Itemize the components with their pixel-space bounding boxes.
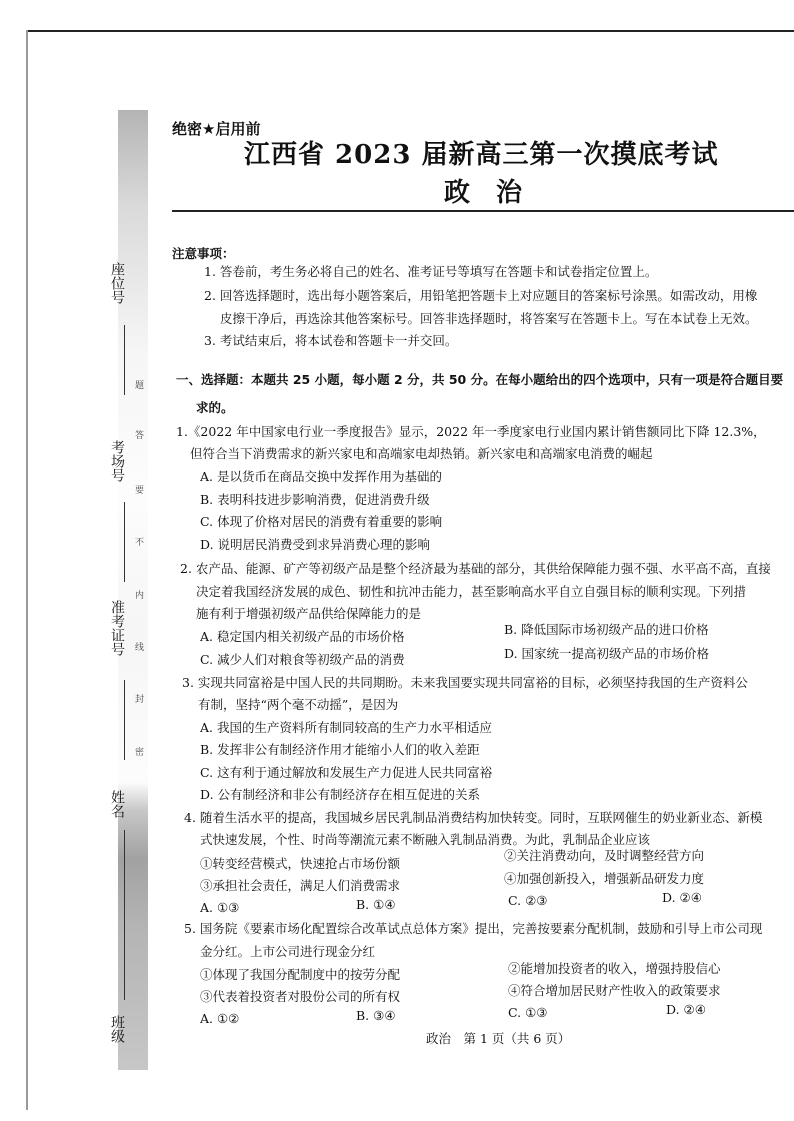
q1-option-d: D. 说明居民消费受到求异消费心理的影响 xyxy=(200,537,431,552)
q4-statement-1: ①转变经营模式，快速抢占市场份额 xyxy=(200,856,401,871)
seal-word: 要 xyxy=(135,486,145,496)
seat-number-label: 座位号 xyxy=(109,262,125,304)
q1-stem: 但符合当下消费需求的新兴家电和高端家电却热销。新兴家电和高端家电消费的崛起 xyxy=(190,446,653,461)
header-divider xyxy=(172,210,794,212)
q4-statement-3: ③承担社会责任，满足人们消费需求 xyxy=(200,878,401,893)
class-label: 班级 xyxy=(109,1015,125,1043)
q5-statement-2: ②能增加投资者的收入，增强持股信心 xyxy=(508,961,721,976)
note-item: 3. 考试结束后，将本试卷和答题卡一并交回。 xyxy=(204,333,458,348)
q4-option-d: D. ②④ xyxy=(662,890,702,905)
section-heading-cont: 求的。 xyxy=(196,400,234,415)
page-footer: 政治 第 1 页（共 6 页） xyxy=(426,1031,571,1046)
name-line xyxy=(124,830,125,1000)
section-heading: 一、选择题：本题共 25 小题，每小题 2 分，共 50 分。在每小题给出的四个选项中，只有一项是符合题目要 xyxy=(176,372,784,387)
q3-option-b: B. 发挥非公有制经济作用才能缩小人们的收入差距 xyxy=(200,742,480,757)
q4-option-a: A. ①③ xyxy=(200,900,240,915)
seat-number-line xyxy=(124,325,125,395)
q3-option-a: A. 我国的生产资料所有制同较高的生产力水平相适应 xyxy=(200,720,492,735)
seal-word: 答 xyxy=(135,431,145,441)
q2-stem: 决定着我国经济发展的成色、韧性和抗冲击能力，甚至影响高水平自立自强目标的顺利实现。下列措 xyxy=(196,584,747,599)
ticket-number-label: 准考证号 xyxy=(109,600,125,656)
q1-stem: 1.《2022 年中国家电行业一季度报告》显示，2022 年一季度家电行业国内累计销售额同比下降 12.3%， xyxy=(176,424,766,439)
q4-option-b: B. ①④ xyxy=(356,897,396,912)
q1-option-a: A. 是以货币在商品交换中发挥作用为基础的 xyxy=(200,469,442,484)
seal-word: 密 xyxy=(135,748,145,758)
confidential-mark: 绝密★启用前 xyxy=(172,120,261,138)
subject-title: 政治 xyxy=(444,178,549,208)
q5-stem: 金分红。上市公司进行现金分红 xyxy=(200,944,376,959)
q2-option-c: C. 减少人们对粮食等初级产品的消费 xyxy=(200,652,405,667)
seal-word: 题 xyxy=(135,381,145,391)
notes-heading: 注意事项： xyxy=(172,246,235,261)
name-label: 姓名 xyxy=(109,790,125,818)
note-item: 1. 答卷前，考生务必将自己的姓名、准考证号等填写在答题卡和试卷指定位置上。 xyxy=(204,264,658,279)
q2-option-d: D. 国家统一提高初级产品的市场价格 xyxy=(504,646,710,661)
seal-word: 不 xyxy=(135,538,145,548)
q3-stem: 3. 实现共同富裕是中国人民的共同期盼。未来我国要实现共同富裕的目标，必须坚持我国的生产资料公 xyxy=(182,675,748,690)
q5-stem: 5. 国务院《要素市场化配置综合改革试点总体方案》提出，完善按要素分配机制，鼓励和引导上市公司现 xyxy=(184,921,763,936)
ticket-number-line xyxy=(124,680,125,760)
q2-option-a: A. 稳定国内相关初级产品的市场价格 xyxy=(200,629,405,644)
page-top-border xyxy=(28,30,794,32)
seal-word: 线 xyxy=(135,643,145,653)
q4-stem: 式快速发展，个性、时尚等潮流元素不断融入乳制品消费。为此，乳制品企业应该 xyxy=(200,832,651,847)
q3-option-c: C. 这有利于通过解放和发展生产力促进人民共同富裕 xyxy=(200,765,493,780)
q3-stem: 有制，坚持“两个毫不动摇”，是因为 xyxy=(198,697,399,712)
q5-statement-3: ③代表着投资者对股份公司的所有权 xyxy=(200,989,401,1004)
q5-statement-4: ④符合增加居民财产性收入的政策要求 xyxy=(508,983,721,998)
q5-option-b: B. ③④ xyxy=(356,1008,396,1023)
q2-stem: 2. 农产品、能源、矿产等初级产品是整个经济最为基础的部分，其供给保障能力强不强、水平高不高，直接 xyxy=(180,561,771,576)
q4-statement-4: ④加强创新投入，增强新品研发力度 xyxy=(504,871,705,886)
q2-option-b: B. 降低国际市场初级产品的进口价格 xyxy=(504,622,709,637)
q5-statement-1: ①体现了我国分配制度中的按劳分配 xyxy=(200,967,401,982)
exam-title: 江西省 2023 届新高三第一次摸底考试 xyxy=(244,140,719,170)
q4-statement-2: ②关注消费动向，及时调整经营方向 xyxy=(504,848,705,863)
q5-option-c: C. ①③ xyxy=(508,1005,548,1020)
page-left-border xyxy=(26,30,28,1110)
q5-option-a: A. ①② xyxy=(200,1011,240,1026)
note-item: 2. 回答选择题时，选出每小题答案后，用铅笔把答题卡上对应题目的答案标号涂黑。如需改动，用橡 xyxy=(204,288,758,303)
q1-option-b: B. 表明科技进步影响消费，促进消费升级 xyxy=(200,492,430,507)
exam-room-line xyxy=(124,502,125,582)
q5-option-d: D. ②④ xyxy=(666,1002,706,1017)
q2-stem: 施有利于增强初级产品供给保障能力的是 xyxy=(196,606,422,621)
q4-stem: 4. 随着生活水平的提高，我国城乡居民乳制品消费结构加快转变。同时，互联网催生的奶业新业态、新模 xyxy=(184,810,763,825)
q1-option-c: C. 体现了价格对居民的消费有着重要的影响 xyxy=(200,514,443,529)
seal-word: 封 xyxy=(135,695,145,705)
q3-option-d: D. 公有制经济和非公有制经济存在相互促进的关系 xyxy=(200,787,481,802)
exam-room-label: 考场号 xyxy=(109,440,125,482)
note-item: 皮擦干净后，再选涂其他答案标号。回答非选择题时，将答案写在答题卡上。写在本试卷上无效。 xyxy=(220,311,758,326)
seal-word: 内 xyxy=(135,591,145,601)
q4-option-c: C. ②③ xyxy=(508,893,548,908)
